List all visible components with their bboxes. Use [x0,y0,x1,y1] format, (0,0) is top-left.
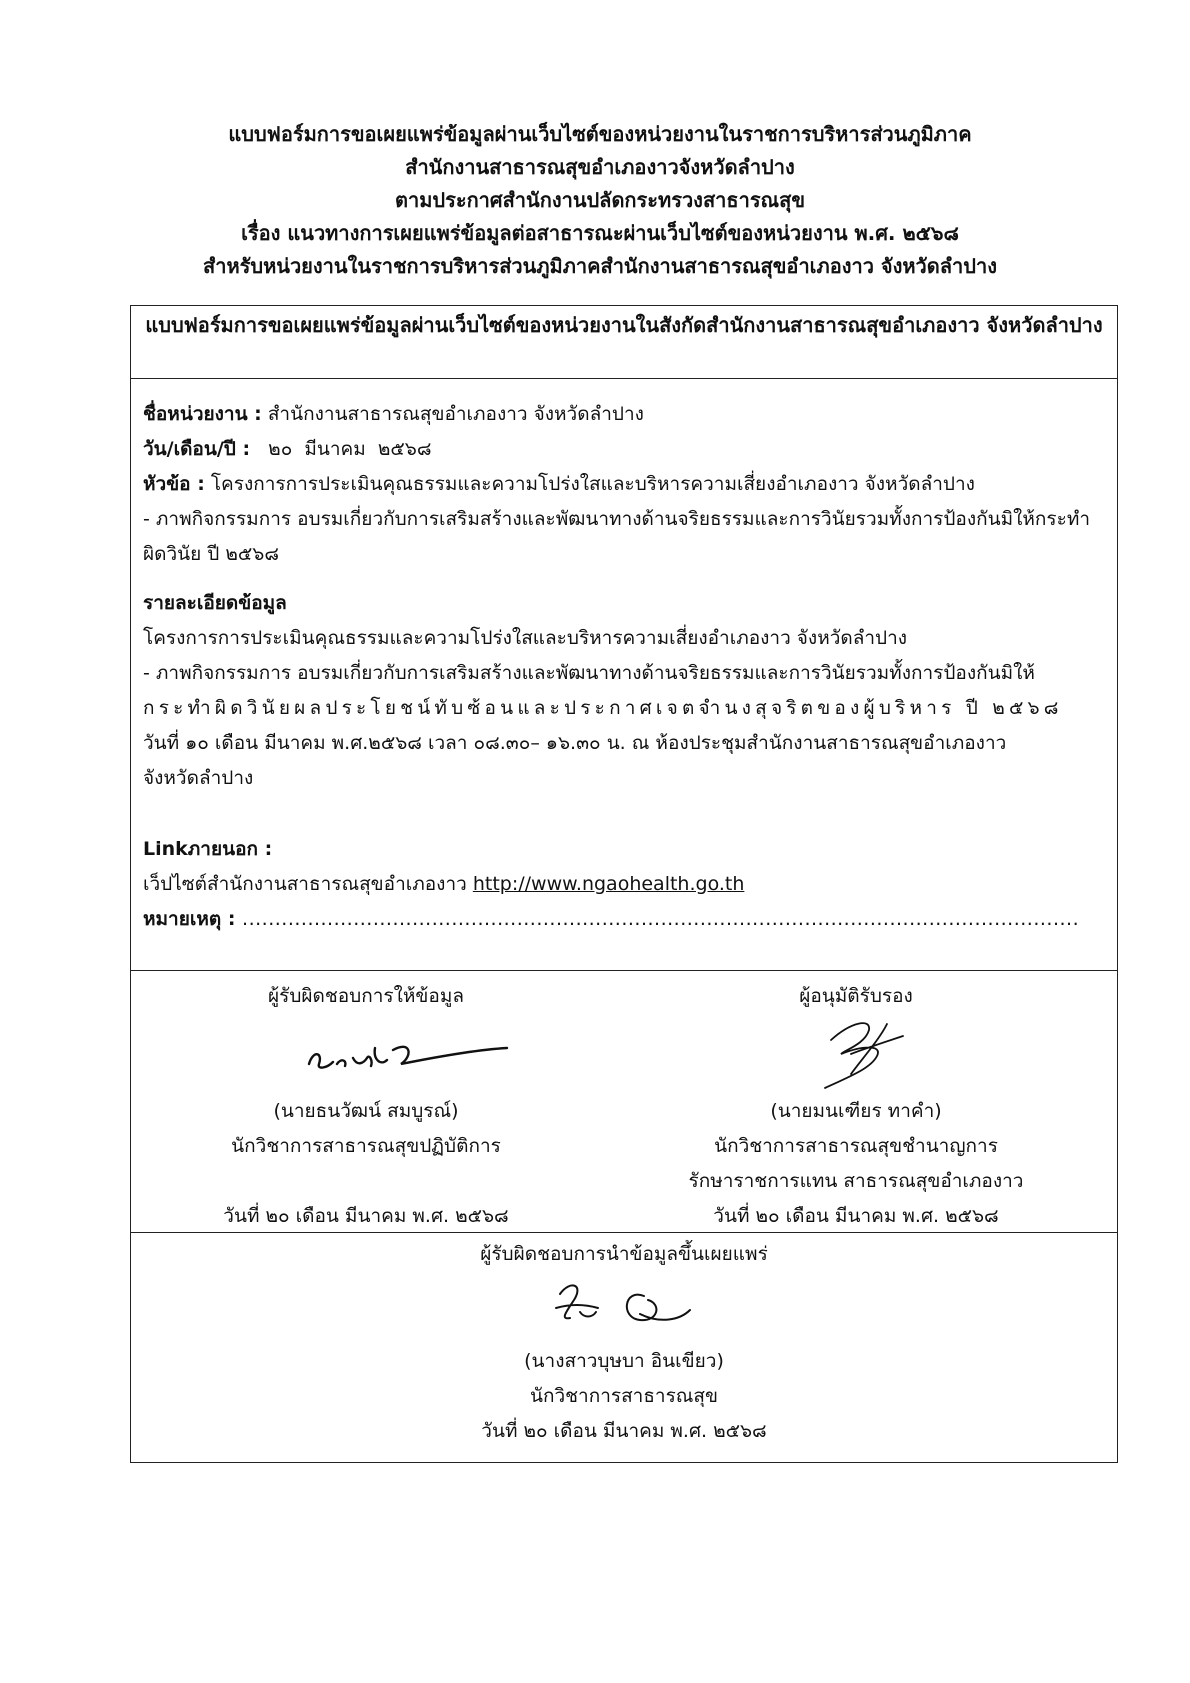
spacer [143,572,1105,586]
date-label: วัน/เดือน/ปี : [143,438,251,460]
form-table [130,305,1118,1463]
header-line-3: ตามประกาศสำนักงานปลัดกระทรวงสาธารณสุข [394,188,805,212]
signature-section [131,971,1117,1233]
approver-position: นักวิชาการสาธารณสุขชำนาญการ [714,1135,998,1157]
details-line-5: จังหวัดลำปาง [143,767,254,789]
agency-label: ชื่อหน่วยงาน : [143,403,262,425]
note-line [143,902,1105,937]
approver-signature-block [621,979,1091,1234]
note-dots: ................................................................................................................................ [242,908,1080,930]
details-heading: รายละเอียดข้อมูล [143,592,287,614]
provider-position: นักวิชาการสาธารณสุขปฏิบัติการ [231,1135,501,1157]
website-link[interactable]: http://www.ngaohealth.go.th [472,873,745,895]
signature-icon [301,1020,521,1090]
provider-name: (นายธนวัฒน์ สมบูรณ์) [273,1100,459,1122]
approver-name: (นายมนเฑียร ทาคำ) [770,1100,942,1122]
header-line-5: สำหรับหน่วยงานในราชการบริหารส่วนภูมิภาคสำนักงานสาธารณสุขอำเภองาว จังหวัดลำปาง [203,254,997,278]
approver-role: ผู้อนุมัติรับรอง [799,985,913,1007]
agency-value: สำนักงานสาธารณสุขอำเภองาว จังหวัดลำปาง [261,403,644,425]
provider-signature-block [131,979,601,1234]
date-value: ๒๐ มีนาคม ๒๕๖๘ [250,438,432,460]
document-header [120,118,1080,283]
link-line [143,867,1105,902]
details-line-1: โครงการการประเมินคุณธรรมและความโปร่งใสและบริหารความเสี่ยงอำเภองาว จังหวัดลำปาง [143,627,908,649]
publisher-section [131,1233,1117,1463]
publisher-name: (นางสาวบุษบา อินเขียว) [524,1350,724,1372]
topic-line [143,467,1105,502]
approver-signature [621,1014,1091,1094]
details-line-2: - ภาพกิจกรรมการ อบรมเกี่ยวกับการเสริมสร้างและพัฒนาทางด้านจริยธรรมและการวินัยรวมทั้งการป้องกันมิให้ [143,662,1035,684]
info-section [131,379,1117,971]
signature-icon [540,1274,710,1344]
publisher-date: วันที่ ๒๐ เดือน มีนาคม พ.ศ. ๒๕๖๘ [481,1420,767,1442]
provider-signature [131,1014,601,1094]
header-line-1: แบบฟอร์มการขอเผยแพร่ข้อมูลผ่านเว็บไซต์ของหน่วยงานในราชการบริหารส่วนภูมิภาค [228,122,972,146]
publisher-signature [131,1272,1117,1344]
topic-detail: - ภาพกิจกรรมการ อบรมเกี่ยวกับการเสริมสร้างและพัฒนาทางด้านจริยธรรมและการวินัยรวมทั้งการป้องกันมิให้กระทำผิดวินัย ปี ๒๕๖๘ [143,508,1091,565]
spacer [131,1164,601,1199]
provider-date: วันที่ ๒๐ เดือน มีนาคม พ.ศ. ๒๕๖๘ [223,1205,509,1227]
form-title: แบบฟอร์มการขอเผยแพร่ข้อมูลผ่านเว็บไซต์ของหน่วยงานในสังกัดสำนักงานสาธารณสุขอำเภองาว จังหวัดลำปาง [131,306,1117,379]
link-prefix: เว็ปไซต์สำนักงานสาธารณสุขอำเภองาว [143,873,473,895]
agency-line [143,397,1105,432]
note-label: หมายเหตุ : [143,908,243,930]
signature-icon [791,1010,911,1090]
header-line-2: สำนักงานสาธารณสุขอำเภองาวจังหวัดลำปาง [405,155,795,179]
approver-acting: รักษาราชการแทน สาธารณสุขอำเภองาว [688,1170,1024,1192]
details-line-3: กระทำผิดวินัยผลประโยชน์ทับซ้อนและประกาศเจตจำนงสุจริตของผู้บริหาร ปี ๒๕๖๘ [143,697,1063,719]
details-line-4: วันที่ ๑๐ เดือน มีนาคม พ.ศ.๒๕๖๘ เวลา ๐๘.๓๐– ๑๖.๓๐ น. ณ ห้องประชุมสำนักงานสาธารณสุขอำเภองาว [143,732,1007,754]
topic-label: หัวข้อ : [143,473,205,495]
date-line [143,432,1105,467]
topic-value: โครงการการประเมินคุณธรรมและความโปร่งใสและบริหารความเสี่ยงอำเภองาว จังหวัดลำปาง [204,473,975,495]
approver-date: วันที่ ๒๐ เดือน มีนาคม พ.ศ. ๒๕๖๘ [713,1205,999,1227]
publisher-role: ผู้รับผิดชอบการนำข้อมูลขึ้นเผยแพร่ [480,1243,768,1265]
spacer [143,796,1105,832]
provider-role: ผู้รับผิดชอบการให้ข้อมูล [268,985,464,1007]
publisher-position: นักวิชาการสาธารณสุข [529,1385,719,1407]
header-line-4: เรื่อง แนวทางการเผยแพร่ข้อมูลต่อสาธารณะผ่านเว็บไซต์ของหน่วยงาน พ.ศ. ๒๕๖๘ [241,221,959,245]
link-label: Linkภายนอก : [143,838,273,860]
